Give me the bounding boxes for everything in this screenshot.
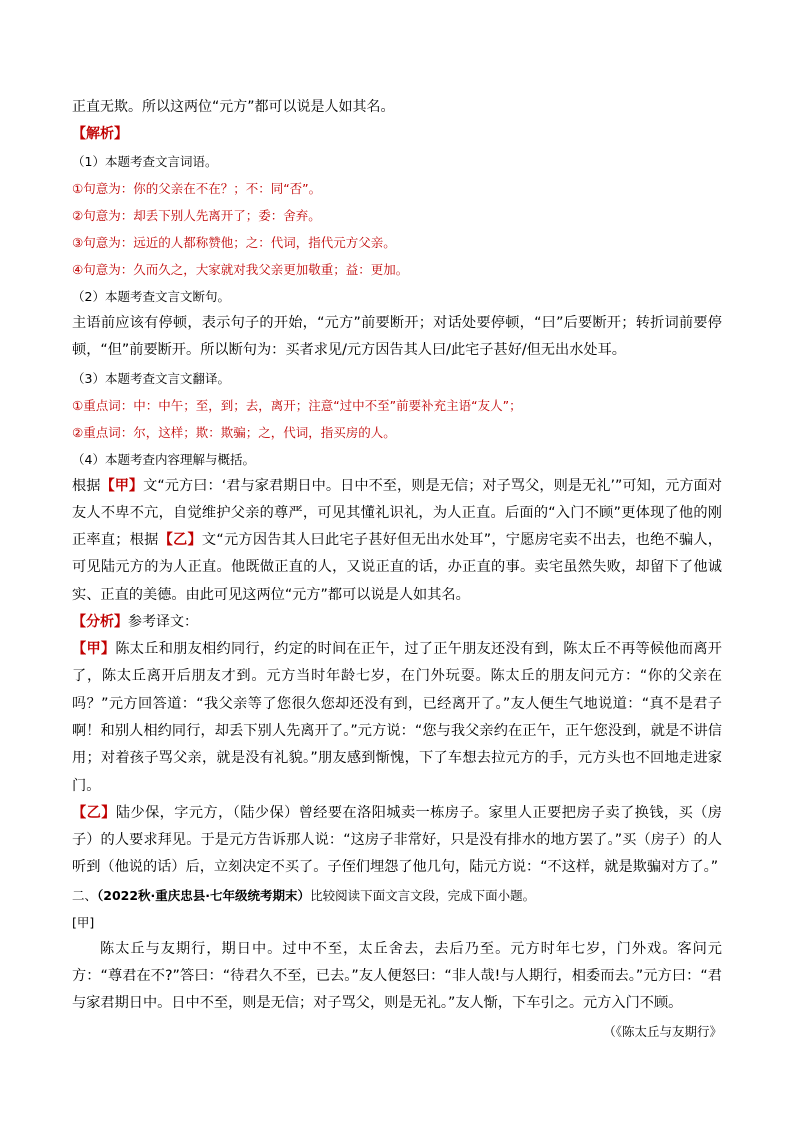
jia-tag: 【甲】 (100, 477, 144, 494)
question-two (72, 882, 722, 909)
q4-title: （4）本题考查内容理解与概括。 (72, 451, 255, 467)
fenxi-label: 【分析】 (72, 614, 128, 631)
q4-mid2: 文“元方因告其人曰此宅子甚好但无出水处耳”，宁愿房宅卖不出去，也绝不骗人，可见陆元方的为人正直。他既做正直的人，又说正直的话，办正直的事。卖宅虽然失败，却留下了他诚实、正直的美德。由此可见这两位“元方”都可以说是人如其名。 (72, 532, 722, 603)
q3-title: （3）本题考查文言文翻译。 (72, 370, 230, 386)
q-two-source: （2022秋·重庆忠县·七年级统考期末） (97, 887, 311, 903)
q1-item: ②句意为：却丢下别人先离开了；委：舍弃。 (72, 208, 321, 223)
q3-item: ①重点词：中：中午；至，到；去，离开；注意“过中不至”前要补充主语“友人”； (72, 397, 522, 413)
fenxi-line (72, 609, 722, 636)
trans-yi-tag: 【乙】 (72, 804, 116, 821)
yi-tag: 【乙】 (158, 532, 202, 549)
q1-item: ③句意为：远近的人都称赞他；之：代词，指代元方父亲。 (72, 235, 396, 250)
q-two-num: 二、 (72, 887, 98, 903)
source-title: （《陈太丘与友期行》 (603, 1023, 722, 1039)
fenxi-text: 参考译文： (128, 614, 198, 631)
q4-mid1: 文“元方曰：‘君与家君期日中。日中不至，则是无信；对子骂父，则是无礼’”可知，元方面对友人不卑不亢，自觉维护父亲的尊严，可见其懂礼识礼，为人正直。后面的“入门不顾”更体现了他的刚正率直；根据 (72, 477, 722, 549)
translation-yi (72, 800, 722, 882)
translation-jia (72, 636, 722, 800)
q1-title: （1）本题考查文言词语。 (72, 154, 218, 169)
q1-item: ①句意为：你的父亲在不在？；不：同“否”。 (72, 181, 322, 196)
q-two-text: 比较阅读下面文言文段，完成下面小题。 (310, 887, 536, 903)
jiexi-label: 【解析】 (72, 126, 128, 142)
jia-label: [甲] (72, 914, 95, 930)
q3-item: ②重点词：尔，这样；欺：欺骗；之，代词，指买房的人。 (72, 424, 396, 440)
q1-item: ④句意为：久而久之，大家就对我父亲更加敬重；益：更加。 (72, 262, 409, 277)
trans-yi-text: 陆少保，字元方，（陆少保）曾经要在洛阳城卖一栋房子。家里人正要把房子卖了换钱，买（房子）的人要求拜见。于是元方告诉那人说：“这房子非常好，只是没有排水的地方罢了。”买（房子）的人听到（他说的话）后，立刻决定不买了。子侄们埋怨了他几句，陆元方说：“不这样，就是欺骗对方了。” (72, 804, 722, 876)
q2-title: （2）本题考查文言文断句。 (72, 289, 230, 304)
q4-pre: 根据 (72, 477, 101, 494)
q2-text: 主语前应该有停顿，表示句子的开始，“元方”前要断开；对话处要停顿，“曰”后要断开；转折词前要停顿，“但”前要断开。所以断句为：买者求见/元方因告其人曰/此宅子甚好/但无出水处耳。 (72, 315, 722, 359)
trans-jia-text: 陈太丘和朋友相约同行，约定的时间在正午，过了正午朋友还没有到，陈太丘不再等候他而离开了，陈太丘离开后朋友才到。元方当时年龄七岁，在门外玩耍。陈太丘的朋友问元方：“你的父亲在吗？”元方回答道：“我父亲等了您很久您却还没有到，已经离开了。”友人便生气地说道：“真不是君子啊！和别人相约同行，却丢下别人先离开了。”元方说：“您与我父亲约在正午，正午您没到，就是不讲信用；对着孩子骂父亲，就是没有礼貌。”朋友感到惭愧，下了车想去拉元方的手，元方头也不回地走进家门。 (72, 641, 722, 794)
intro-text: 正直无欺。所以这两位“元方”都可以说是人如其名。 (72, 99, 395, 115)
trans-jia-tag: 【甲】 (72, 641, 116, 658)
q4-text (72, 473, 722, 609)
document-page (72, 94, 722, 1045)
classical-text: 陈太丘与友期行，期日中。过中不至，太丘舍去，去后乃至。元方时年七岁，门外戏。客问元方：“尊君在不?”答曰：“待君久不至，已去。”友人便怒曰：“非人哉!与人期行，相委而去。”元方曰：“君与家君期日中。日中不至，则是无信；对子骂父，则是无礼。”友人惭，下车引之。元方入门不顾。 (72, 940, 722, 1012)
